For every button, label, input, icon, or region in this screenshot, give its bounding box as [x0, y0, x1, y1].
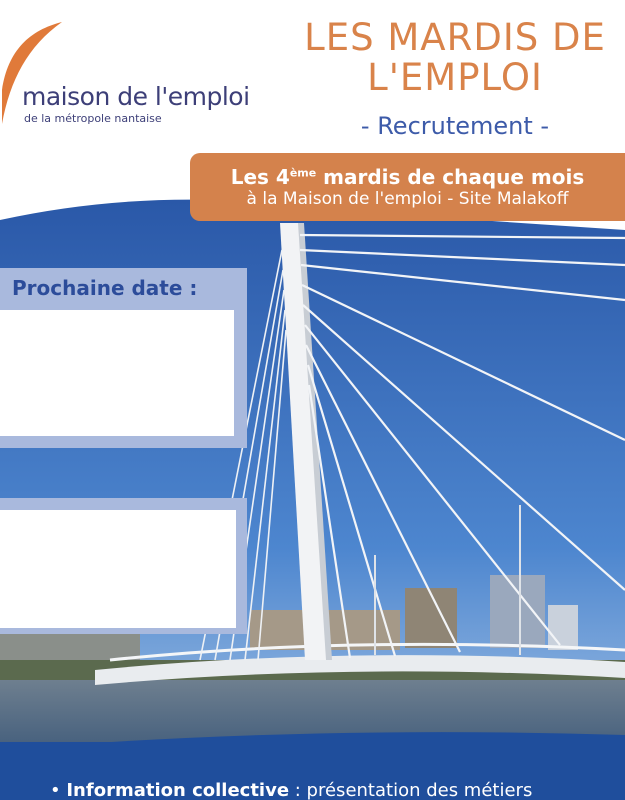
banner-sup: ème [289, 166, 317, 180]
title-line-2: L'EMPLOI [367, 56, 543, 99]
logo-subtitle: de la métropole nantaise [24, 112, 162, 125]
footer-bullet: • [50, 780, 61, 800]
logo-name: maison de l'emploi [22, 82, 250, 111]
logo [0, 20, 250, 130]
banner-line-1 [190, 165, 625, 189]
info-field[interactable] [0, 510, 236, 628]
footer-text [50, 780, 532, 800]
next-date-label: Prochaine date : [12, 276, 198, 300]
schedule-banner [190, 153, 625, 221]
footer-rest: : présentation des métiers [289, 780, 533, 800]
page-subtitle: - Recrutement - [360, 112, 550, 140]
banner-prefix: Les 4 [230, 165, 290, 189]
footer-bold: Information collective [66, 780, 290, 800]
banner-line-2: à la Maison de l'emploi - Site Malakoff [246, 189, 569, 209]
next-date-field[interactable] [0, 310, 234, 436]
page-title [290, 18, 620, 98]
banner-suffix: mardis de chaque mois [316, 165, 585, 189]
info-panel [0, 498, 247, 634]
title-line-1: LES MARDIS DE [304, 16, 606, 59]
next-date-panel [0, 268, 247, 448]
